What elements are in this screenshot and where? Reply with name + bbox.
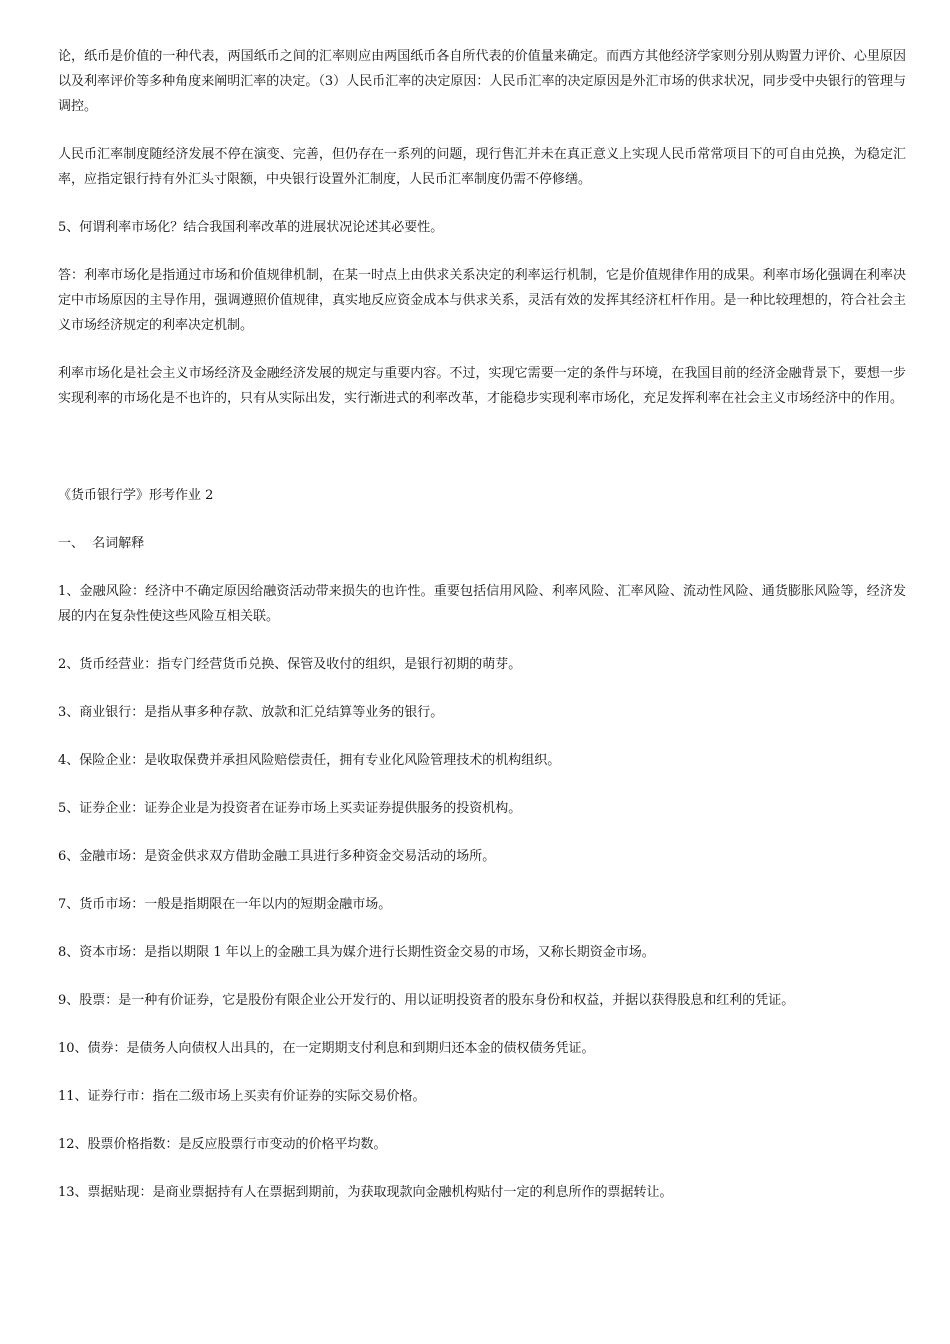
term-item-12: 12、股票价格指数：是反应股票行市变动的价格平均数。: [58, 1137, 387, 1152]
term-item-4: 4、保险企业：是收取保费并承担风险赔偿责任，拥有专业化风险管理技术的机构组织。: [58, 753, 561, 768]
term-item-8: 8、资本市场：是指以期限 1 年以上的金融工具为媒介进行长期性资金交易的市场，又称长期资金市场。: [58, 945, 655, 960]
answer-5-part-1: 答：利率市场化是指通过市场和价值规律机制，在某一时点上由供求关系决定的利率运行机制，它是价值规律作用的成果。利率市场化强调在利率决定中市场原因的主导作用，强调遵照价值规律，真实地反应资金成本与供求关系，灵活有效的发挥其经济杠杆作用。是一种比较理想的，符合社会主义市场经济规定的利率决定机制。: [58, 268, 906, 333]
section-heading: 一、 名词解释: [58, 536, 145, 551]
term-item-1: 1、金融风险：经济中不确定原因给融资活动带来损失的也许性。重要包括信用风险、利率风险、汇率风险、流动性风险、通货膨胀风险等，经济发展的内在复杂性使这些风险互相关联。: [58, 584, 906, 624]
term-item-5: 5、证券企业：证券企业是为投资者在证券市场上买卖证券提供服务的投资机构。: [58, 801, 522, 816]
paragraph-exchange-rate-theory: 论，纸币是价值的一种代表，两国纸币之间的汇率则应由两国纸币各自所代表的价值量来确定。而西方其他经济学家则分别从购置力评价、心里原因以及利率评价等多种角度来阐明汇率的决定。（3）人民币汇率的决定原因：人民币汇率的决定原因是外汇市场的供求状况，同步受中央银行的管理与调控。: [58, 49, 906, 114]
term-item-11: 11、证券行市：指在二级市场上买卖有价证券的实际交易价格。: [58, 1089, 426, 1104]
term-item-10: 10、债券：是债务人向债权人出具的，在一定期期支付利息和到期归还本金的债权债务凭证。: [58, 1041, 595, 1056]
term-item-3: 3、商业银行：是指从事多种存款、放款和汇兑结算等业务的银行。: [58, 705, 444, 720]
term-item-13: 13、票据贴现：是商业票据持有人在票据到期前，为获取现款向金融机构贴付一定的利息所作的票据转让。: [58, 1185, 673, 1200]
question-5: 5、何谓利率市场化？结合我国利率改革的进展状况论述其必要性。: [58, 220, 444, 235]
document-page: [58, 44, 906, 1205]
paragraph-rmb-exchange-system: 人民币汇率制度随经济发展不停在演变、完善，但仍存在一系列的问题，现行售汇并未在真正意义上实现人民币常常项目下的可自由兑换，为稳定汇率，应指定银行持有外汇头寸限额，中央银行设置外汇制度，人民币汇率制度仍需不停修缮。: [58, 147, 906, 187]
answer-5-part-2: 利率市场化是社会主义市场经济及金融经济发展的规定与重要内容。不过，实现它需要一定的条件与环境，在我国目前的经济金融背景下，要想一步实现利率的市场化是不也许的，只有从实际出发，实行渐进式的利率改革，才能稳步实现利率市场化，充足发挥利率在社会主义市场经济中的作用。: [58, 366, 906, 406]
term-item-9: 9、股票：是一种有价证券，它是股份有限企业公开发行的、用以证明投资者的股东身份和权益，并据以获得股息和红利的凭证。: [58, 993, 795, 1008]
term-item-6: 6、金融市场：是资金供求双方借助金融工具进行多种资金交易活动的场所。: [58, 849, 496, 864]
term-item-7: 7、货币市场：一般是指期限在一年以内的短期金融市场。: [58, 897, 392, 912]
section-title: 《货币银行学》形考作业 2: [58, 488, 214, 503]
term-item-2: 2、货币经营业：指专门经营货币兑换、保管及收付的组织，是银行初期的萌芽。: [58, 657, 522, 672]
